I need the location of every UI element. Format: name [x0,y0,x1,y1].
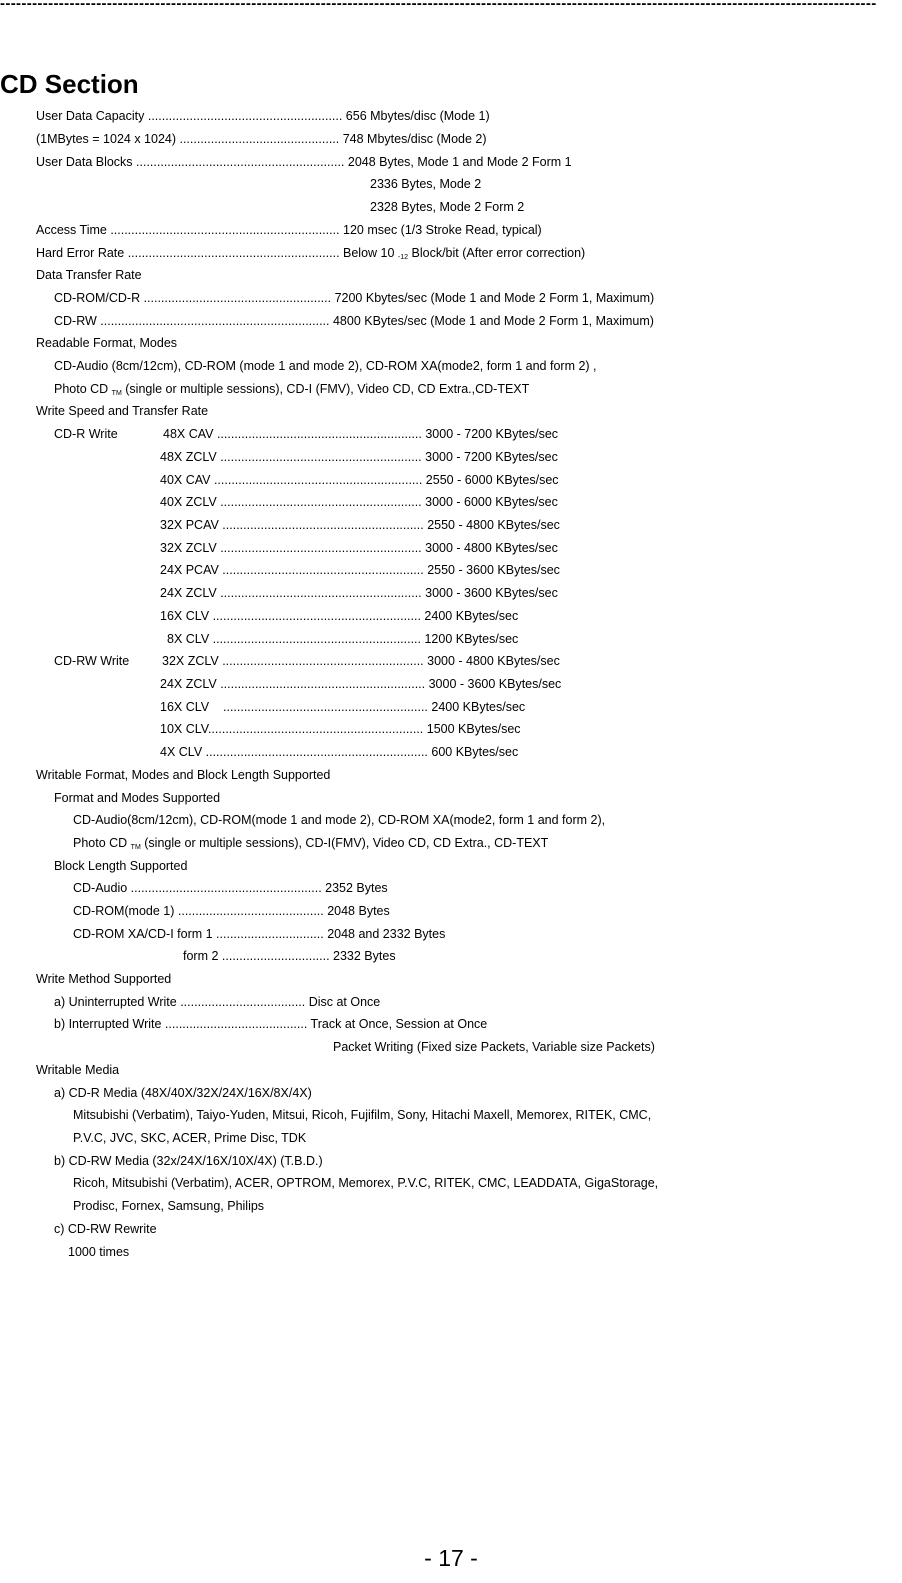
spec-line-text: form 2 ............................... 2332 Bytes [183,949,396,963]
spec-line-text: CD-ROM/CD-R ...................................................... 7200 Kbytes/sec (Mode 1 and Mode 2 Form 1, Maximum) [54,291,655,305]
spec-line-text: CD-ROM(mode 1) .......................................... 2048 Bytes [73,904,390,918]
superscript-text: TM [111,390,122,397]
media-cdrw-brands-1 [73,1174,658,1192]
cdr-speed-32x-zclv [160,539,558,557]
write-method-interrupted [54,1015,487,1033]
cdr-speed-48x-zclv [160,448,558,466]
write-method-heading [36,970,171,988]
transfer-cdrw-line [54,312,654,330]
readable-format-heading [36,334,177,352]
spec-line-text: User Data Capacity ........................................................ 656 Mbytes/disc (Mode 1) [36,109,490,123]
spec-line-text: Write Speed and Transfer Rate [36,404,209,418]
format-modes-line-1 [73,811,605,829]
write-method-uninterrupted [54,993,380,1011]
spec-line-text: Hard Error Rate ............................................................. Below 10 [36,246,398,260]
spec-line-text: (1MBytes = 1024 x 1024) .............................................. 748 Mbytes/disc (Mode 2) [36,132,487,146]
cdrw-speed-32x-zclv [162,652,560,670]
spec-line-text: Write Method Supported [36,972,172,986]
spec-line-text: 32X ZCLV .......................................................... 3000 - 4800 KBytes/sec [162,654,560,668]
media-cdr-heading [54,1084,312,1102]
cdrw-speed-10x-clv [160,720,521,738]
hard-error-rate-line [36,244,585,262]
cdr-speed-40x-cav [160,471,559,489]
header-dashed-rule: -------------------------------------------------------------------------------------------------------------------------------------------------------------------- [0,0,877,12]
rewrite-count [68,1243,129,1261]
write-method-packet [333,1038,655,1056]
writable-media-heading [36,1061,119,1079]
spec-line-text: Writable Media [36,1063,120,1077]
spec-line-tail: Block/bit (After error correction) [408,246,586,260]
spec-line-text: User Data Blocks ............................................................ 2048 Bytes, Mode 1 and Mode 2 Form 1 [36,155,572,169]
data-transfer-rate-heading [36,266,142,284]
spec-line-text: 24X ZCLV ........................................................... 3000 - 3600 KBytes/sec [160,677,562,691]
spec-line-text: 40X ZCLV .......................................................... 3000 - 6000 KBytes/sec [160,495,558,509]
spec-line-tail: (single or multiple sessions), CD-I (FMV), Video CD, CD Extra.,CD-TEXT [121,382,530,396]
superscript-text: TM [130,844,141,851]
spec-line-text: b) Interrupted Write ......................................... Track at Once, Session at Once [54,1017,488,1031]
cdrw-speed-4x-clv [160,743,518,761]
spec-line-text: 4X CLV ................................................................ 600 KBytes/sec [160,745,519,759]
section-title: CD Section [0,69,139,99]
media-cdrw-heading [54,1152,323,1170]
user-data-blocks-line [36,153,572,171]
write-speed-heading [36,402,208,420]
spec-line-text: CD-Audio (8cm/12cm), CD-ROM (mode 1 and mode 2), CD-ROM XA(mode2, form 1 and form 2) , [54,359,597,373]
cdr-speed-48x-cav [163,425,558,443]
spec-line-text: Prodisc, Fornex, Samsung, Philips [73,1199,265,1213]
media-cdr-brands-2 [73,1129,306,1147]
spec-line-text: Photo CD [54,382,112,396]
cdrw-speed-16x-clv [160,698,525,716]
spec-line-text: P.V.C, JVC, SKC, ACER, Prime Disc, TDK [73,1131,307,1145]
readable-format-line-2 [54,380,529,398]
readable-format-line-1 [54,357,597,375]
cdr-speed-16x-clv [160,607,518,625]
spec-line-text: Access Time .................................................................. 120 msec (1/3 Stroke Read, typical) [36,223,542,237]
spec-line-tail: (single or multiple sessions), CD-I(FMV), Video CD, CD Extra., CD-TEXT [140,836,549,850]
cdr-speed-24x-zclv [160,584,558,602]
block-length-cd-rom-mode1 [73,902,390,920]
block-length-xa-form1 [73,925,445,943]
spec-line-text: Mitsubishi (Verbatim), Taiyo-Yuden, Mitsui, Ricoh, Fujifilm, Sony, Hitachi Maxell, Memorex, RITEK, CMC, [73,1108,652,1122]
spec-line-text: 16X CLV ........................................................... 2400 KBytes/sec [160,700,526,714]
spec-line-text: CD-RW .................................................................. 4800 KBytes/sec (Mode 1 and Mode 2 Form 1, Maximum) [54,314,654,328]
spec-line-text: Readable Format, Modes [36,336,178,350]
data-blocks-mode2-line [370,175,481,193]
spec-line-text: Data Transfer Rate [36,268,142,282]
spec-line-text: Block Length Supported [54,859,188,873]
spec-line-text: Packet Writing (Fixed size Packets, Variable size Packets) [333,1040,655,1054]
spec-line-text: CD-RW Write [54,654,130,668]
spec-line-text: a) Uninterrupted Write .................................... Disc at Once [54,995,381,1009]
user-data-capacity-line [36,107,490,125]
spec-line-text: 16X CLV ............................................................ 2400 KBytes/sec [160,609,519,623]
spec-line-text: Photo CD [73,836,131,850]
writable-format-heading [36,766,330,784]
spec-line-text: CD-ROM XA/CD-I form 1 ............................... 2048 and 2332 Bytes [73,927,446,941]
cdr-speed-32x-pcav [160,516,560,534]
spec-line-text: b) CD-RW Media (32x/24X/16X/10X/4X) (T.B.D.) [54,1154,323,1168]
data-blocks-mode2-form2-line [370,198,524,216]
media-cdr-brands-1 [73,1106,651,1124]
cdrw-write-label [54,652,129,670]
superscript-text: -12 [397,254,409,261]
cdr-write-label [54,425,118,443]
spec-line-text: Writable Format, Modes and Block Length Supported [36,768,331,782]
cdr-speed-8x-clv [167,630,518,648]
spec-line-text: 2328 Bytes, Mode 2 Form 2 [370,200,525,214]
spec-line-text: 24X ZCLV .......................................................... 3000 - 3600 KBytes/sec [160,586,558,600]
page-number: - 17 - [424,1545,478,1571]
spec-line-text: 48X ZCLV .......................................................... 3000 - 7200 KBytes/sec [160,450,558,464]
block-length-heading [54,857,187,875]
spec-line-text: CD-Audio(8cm/12cm), CD-ROM(mode 1 and mode 2), CD-ROM XA(mode2, form 1 and form 2), [73,813,606,827]
block-length-xa-form2 [183,947,396,965]
format-modes-heading [54,789,220,807]
spec-line-text: Format and Modes Supported [54,791,221,805]
spec-line-text: c) CD-RW Rewrite [54,1222,157,1236]
spec-line-text: 32X PCAV .......................................................... 2550 - 4800 KBytes/sec [160,518,560,532]
spec-line-text: 48X CAV ........................................................... 3000 - 7200 KBytes/sec [163,427,559,441]
block-length-cd-audio [73,879,388,897]
spec-line-text: 8X CLV ............................................................ 1200 KBytes/sec [167,632,519,646]
spec-line-text: 10X CLV.............................................................. 1500 KBytes/sec [160,722,521,736]
cdrw-speed-24x-zclv [160,675,561,693]
transfer-cdrom-cdr-line [54,289,654,307]
spec-line-text: 2336 Bytes, Mode 2 [370,177,482,191]
mbytes-definition-line [36,130,487,148]
spec-line-text: 40X CAV ............................................................ 2550 - 6000 KBytes/sec [160,473,559,487]
access-time-line [36,221,542,239]
media-cdrw-brands-2 [73,1197,264,1215]
format-modes-line-2 [73,834,548,852]
spec-line-text: 1000 times [68,1245,130,1259]
cdr-speed-24x-pcav [160,561,560,579]
spec-line-text: 32X ZCLV .......................................................... 3000 - 4800 KBytes/sec [160,541,558,555]
spec-line-text: Ricoh, Mitsubishi (Verbatim), ACER, OPTROM, Memorex, P.V.C, RITEK, CMC, LEADDATA, GigaStorage, [73,1176,659,1190]
spec-line-text: 24X PCAV .......................................................... 2550 - 3600 KBytes/sec [160,563,560,577]
cdr-speed-40x-zclv [160,493,558,511]
spec-line-text: CD-R Write [54,427,118,441]
spec-line-text: a) CD-R Media (48X/40X/32X/24X/16X/8X/4X) [54,1086,312,1100]
rewrite-heading [54,1220,157,1238]
spec-line-text: CD-Audio ....................................................... 2352 Bytes [73,881,388,895]
